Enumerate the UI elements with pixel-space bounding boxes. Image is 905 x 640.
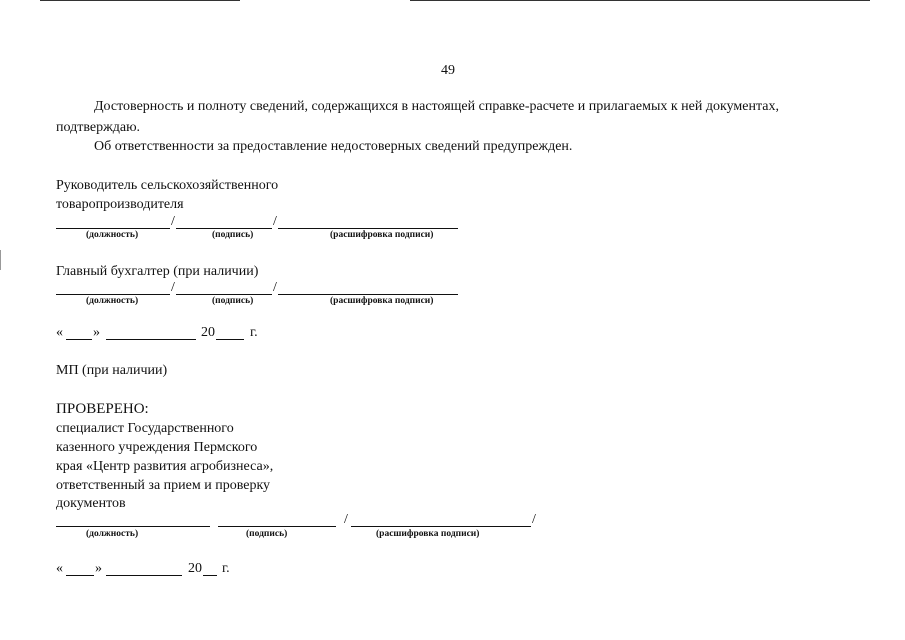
date2-year-prefix: 20 <box>188 561 202 576</box>
date2-day-line <box>66 575 94 576</box>
date1-year-suffix: г. <box>250 325 258 340</box>
accountant-decoding-label: (расшифровка подписи) <box>330 296 434 306</box>
date1-year-line <box>216 339 244 340</box>
accountant-signature-label: (подпись) <box>212 296 254 306</box>
head-title-line1: Руководитель сельскохозяйственного <box>56 178 279 193</box>
head-position-label: (должность) <box>86 230 139 240</box>
head-signature-label: (подпись) <box>212 230 254 240</box>
slash-separator: / <box>273 280 277 295</box>
date2-month-line <box>106 575 182 576</box>
slash-separator: / <box>273 214 277 229</box>
head-decoding-line <box>278 228 458 229</box>
checker-position-line <box>56 526 210 527</box>
checked-line: специалист Государственного <box>56 421 234 436</box>
scan-margin-mark <box>0 250 1 270</box>
checker-decoding-label: (расшифровка подписи) <box>376 529 480 539</box>
date1-day-line <box>66 339 92 340</box>
warning-text: Об ответственности за предоставление недостоверных сведений предупрежден. <box>94 139 573 154</box>
head-decoding-label: (расшифровка подписи) <box>330 230 434 240</box>
scan-edge-line <box>40 0 240 1</box>
stamp-label: МП (при наличии) <box>56 363 168 378</box>
accountant-signature-line <box>176 294 272 295</box>
checked-title: ПРОВЕРЕНО: <box>56 401 149 417</box>
checked-line: казенного учреждения Пермского <box>56 440 258 455</box>
head-title-line2: товаропроизводителя <box>56 197 184 212</box>
checked-line: документов <box>56 496 126 511</box>
date1-open-quote: « <box>56 325 63 340</box>
accountant-position-line <box>56 294 170 295</box>
checker-signature-label: (подпись) <box>246 529 288 539</box>
checker-position-label: (должность) <box>86 529 139 539</box>
date1-year-prefix: 20 <box>201 325 215 340</box>
checker-signature-line <box>218 526 336 527</box>
date2-year-suffix: г. <box>222 561 230 576</box>
date2-open-quote: « <box>56 561 63 576</box>
page-number: 49 <box>441 63 455 78</box>
date2-year-line <box>203 575 217 576</box>
head-signature-line <box>176 228 272 229</box>
confirm-text-line1: Достоверность и полноту сведений, содержащихся в настоящей справке-расчете и прилагаемых к ней документах, <box>94 99 779 114</box>
accountant-position-label: (должность) <box>86 296 139 306</box>
checked-line: ответственный за прием и проверку <box>56 478 271 493</box>
confirm-text-line2: подтверждаю. <box>56 120 141 135</box>
slash-separator: / <box>532 512 536 527</box>
date1-month-line <box>106 339 196 340</box>
accountant-title: Главный бухгалтер (при наличии) <box>56 264 259 279</box>
accountant-decoding-line <box>278 294 458 295</box>
slash-separator: / <box>171 214 175 229</box>
date2-close-quote: » <box>95 561 102 576</box>
scan-edge-line <box>410 0 870 1</box>
date1-close-quote: » <box>93 325 100 340</box>
slash-separator: / <box>171 280 175 295</box>
slash-separator: / <box>344 512 348 527</box>
checked-line: края «Центр развития агробизнеса», <box>56 459 274 474</box>
checker-decoding-line <box>351 526 531 527</box>
head-position-line <box>56 228 170 229</box>
